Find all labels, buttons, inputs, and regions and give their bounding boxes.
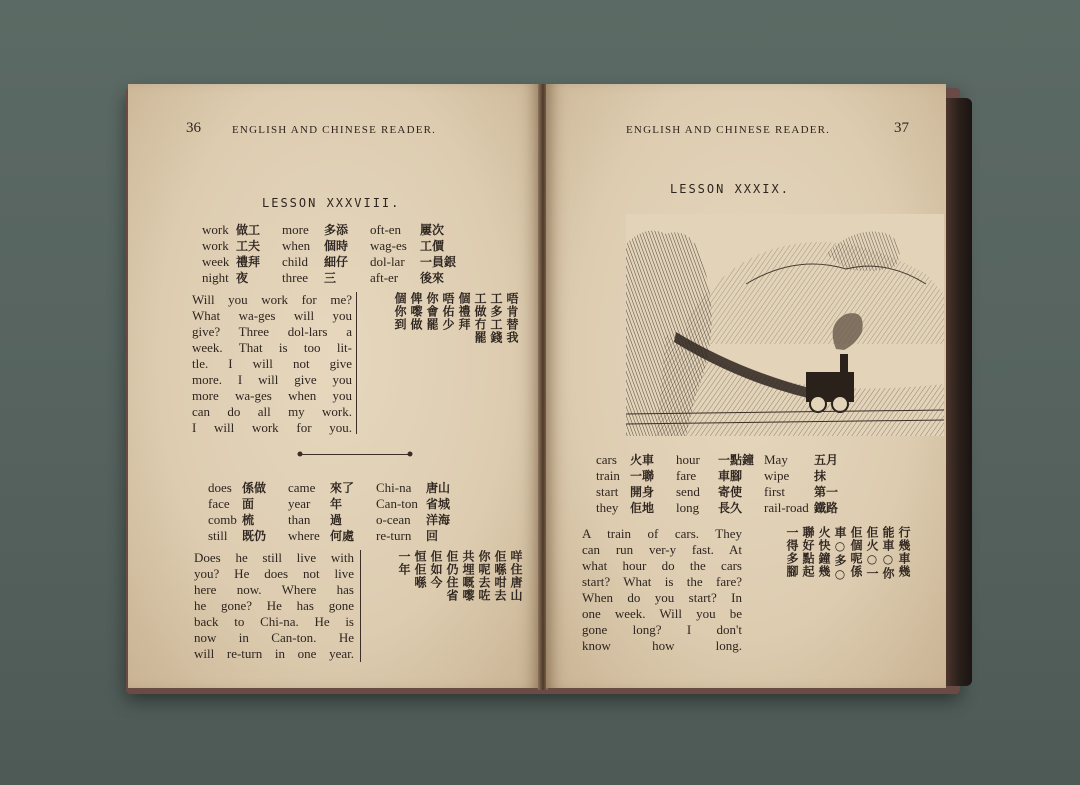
vocab-english: work [202, 222, 229, 237]
text-line: you? He does not live [194, 566, 354, 581]
chinese-column: 恒佢喺 [413, 550, 427, 589]
chinese-translation [364, 550, 524, 664]
text-line: Will you work for me? [192, 292, 352, 307]
text-line: now in Can-ton. He [194, 630, 354, 645]
chinese-column: 火快鐘幾 [817, 526, 831, 578]
vocab-english: when [282, 238, 311, 253]
text-line: back to Chi-na. He is [194, 614, 354, 629]
ornament-dot [408, 452, 413, 457]
vocab-chinese: 一員銀 [420, 255, 457, 269]
vocab-row [596, 484, 854, 500]
vocab-english: May [764, 452, 788, 467]
vocab-row [202, 270, 460, 286]
chinese-column: 佢仍住省 [445, 550, 459, 602]
page-number: 37 [894, 120, 909, 136]
text-line: what hour do the cars [582, 558, 742, 573]
text-line: will re-turn in one year. [194, 646, 354, 661]
text-line: he gone? He has gone [194, 598, 354, 613]
vocab-chinese: 省城 [426, 497, 451, 511]
text-line: tle. I will not give [192, 356, 352, 371]
chinese-column: 聯好點起 [801, 526, 815, 578]
vocab-chinese: 年 [330, 497, 343, 511]
chinese-column: 咩住唐山 [509, 550, 523, 602]
vocab-english: face [208, 496, 230, 511]
vocab-chinese: 後來 [420, 271, 445, 285]
chinese-column: 一年 [397, 550, 411, 576]
vocab-chinese: 過 [330, 513, 343, 527]
vocab-row [596, 468, 854, 484]
vocab-row [202, 238, 460, 254]
vocab-english: week [202, 254, 230, 269]
vocab-english: hour [676, 452, 700, 467]
vocab-row [208, 480, 466, 496]
vocab-chinese: 工夫 [236, 239, 261, 253]
column-rule [360, 550, 361, 662]
chinese-column: 共埋嘅嚟 [461, 550, 475, 602]
vocab-chinese: 寄使 [718, 485, 743, 499]
chinese-column: 工多工錢 [489, 292, 503, 344]
vocab-english: fare [676, 468, 697, 483]
vocab-table [596, 452, 854, 516]
running-head: ENGLISH AND CHINESE READER. [232, 124, 437, 136]
vocab-chinese: 車腳 [718, 469, 743, 483]
vocab-english: wipe [764, 468, 790, 483]
text-line: When do you start? In [582, 590, 742, 605]
vocab-english: year [288, 496, 311, 511]
vocab-chinese: 開身 [630, 485, 655, 499]
vocab-chinese: 一聯 [630, 469, 655, 483]
vocab-chinese: 梳 [242, 513, 255, 527]
chinese-column: 唔佑少 [441, 292, 455, 331]
vocab-english: cars [596, 452, 617, 467]
text-line: gone long? I don't [582, 622, 742, 637]
chinese-column: 一得多腳 [785, 526, 799, 578]
chinese-translation [752, 526, 912, 654]
vocab-chinese: 鐵路 [814, 501, 839, 515]
vocab-chinese: 禮拜 [236, 255, 261, 269]
vocab-chinese: 來了 [330, 481, 355, 495]
chinese-column: 車○多○ [833, 526, 847, 582]
vocab-english: more [282, 222, 309, 237]
vocab-chinese: 既仍 [242, 529, 267, 543]
vocab-chinese: 洋海 [426, 513, 451, 527]
vocab-row [208, 528, 466, 544]
vocab-chinese: 火車 [630, 453, 655, 467]
vocab-english: where [288, 528, 320, 543]
vocab-english: re-turn [376, 528, 412, 543]
reading-paragraph [582, 526, 742, 654]
chinese-column: 唔肯替我 [505, 292, 519, 344]
vocab-row [208, 512, 466, 528]
vocab-english: three [282, 270, 308, 285]
text-line: give? Three dol-lars a [192, 324, 352, 339]
vocab-english: work [202, 238, 229, 253]
vocab-chinese: 夜 [236, 271, 249, 285]
vocab-table [208, 480, 466, 544]
right-page [546, 84, 946, 688]
text-line: I will work for you. [192, 420, 352, 435]
vocab-chinese: 多添 [324, 223, 349, 237]
vocab-chinese: 三 [324, 271, 337, 285]
text-line: here now. Where has [194, 582, 354, 597]
vocab-english: train [596, 468, 620, 483]
left-page [128, 84, 540, 688]
vocab-english: long [676, 500, 700, 515]
text-line: one week. Will you be [582, 606, 742, 621]
vocab-row [202, 254, 460, 270]
chinese-translation [360, 292, 520, 434]
vocab-chinese: 屢次 [420, 223, 445, 237]
running-head: ENGLISH AND CHINESE READER. [626, 124, 831, 136]
train-engraving-illustration [626, 214, 944, 436]
vocab-english: Can-ton [376, 496, 418, 511]
chinese-column: 個禮拜 [457, 292, 471, 331]
chinese-column: 你會罷 [425, 292, 439, 331]
chinese-column: 佢喺咁去 [493, 550, 507, 602]
vocab-row [208, 496, 466, 512]
vocab-english: oft-en [370, 222, 402, 237]
vocab-chinese: 工價 [420, 239, 445, 253]
vocab-english: dol-lar [370, 254, 405, 269]
vocab-english: aft-er [370, 270, 399, 285]
vocab-chinese: 何處 [330, 529, 355, 543]
chinese-column: 俾嚟做 [409, 292, 423, 331]
vocab-chinese: 抹 [814, 469, 827, 483]
vocab-english: night [202, 270, 229, 285]
vocab-english: send [676, 484, 700, 499]
text-line: What wa-ges will you [192, 308, 352, 323]
vocab-row [202, 222, 460, 238]
train-engraving [626, 214, 944, 436]
text-line: start? What is the fare? [582, 574, 742, 589]
vocab-row [596, 452, 854, 468]
text-line: know how long. [582, 638, 742, 653]
text-line: week. That is too lit- [192, 340, 352, 355]
page-number: 36 [186, 120, 201, 136]
chinese-column: 工做冇罷 [473, 292, 487, 344]
chinese-column: 佢火○一 [865, 526, 879, 580]
vocab-chinese: 一點鐘 [718, 453, 755, 467]
ornament-dot [298, 452, 303, 457]
vocab-english: first [764, 484, 785, 499]
chinese-column: 行幾車幾 [897, 526, 911, 578]
vocab-chinese: 回 [426, 529, 439, 543]
lesson-title: LESSON XXXVIII. [262, 196, 401, 210]
section-ornament [300, 454, 410, 455]
text-line: A train of cars. They [582, 526, 742, 541]
chinese-column: 佢如今 [429, 550, 443, 589]
text-line: can run ver-y fast. At [582, 542, 742, 557]
vocab-english: does [208, 480, 232, 495]
vocab-chinese: 第一 [814, 485, 839, 499]
chinese-column: 你呢去咗 [477, 550, 491, 602]
vocab-english: o-cean [376, 512, 411, 527]
vocab-english: wag-es [370, 238, 407, 253]
vocab-english: child [282, 254, 308, 269]
vocab-chinese: 唐山 [426, 481, 451, 495]
vocab-chinese: 細仔 [324, 255, 349, 269]
vocab-english: than [288, 512, 311, 527]
text-line: can do all my work. [192, 404, 352, 419]
vocab-table [202, 222, 460, 286]
reading-paragraph [194, 550, 354, 662]
vocab-chinese: 面 [242, 497, 255, 511]
vocab-english: rail-road [764, 500, 809, 515]
chinese-column: 佢個呢係 [849, 526, 863, 578]
vocab-row [596, 500, 854, 516]
vocab-english: comb [208, 512, 237, 527]
text-line: more wa-ges when you [192, 388, 352, 403]
vocab-chinese: 係做 [242, 481, 267, 495]
lesson-title: LESSON XXXIX. [670, 182, 790, 196]
vocab-english: still [208, 528, 228, 543]
open-book [122, 84, 970, 696]
vocab-chinese: 佢地 [630, 501, 655, 515]
vocab-english: came [288, 480, 316, 495]
vocab-chinese: 五月 [814, 453, 839, 467]
vocab-english: start [596, 484, 619, 499]
chinese-column: 能車○你 [881, 526, 895, 580]
vocab-chinese: 做工 [236, 223, 261, 237]
reading-paragraph [192, 292, 352, 436]
chinese-column: 個你到 [393, 292, 407, 331]
text-line: Does he still live with [194, 550, 354, 565]
vocab-english: Chi-na [376, 480, 412, 495]
vocab-chinese: 長久 [718, 501, 743, 515]
text-line: more. I will give you [192, 372, 352, 387]
vocab-english: they [596, 500, 619, 515]
column-rule [356, 292, 357, 434]
vocab-chinese: 個時 [324, 239, 349, 253]
